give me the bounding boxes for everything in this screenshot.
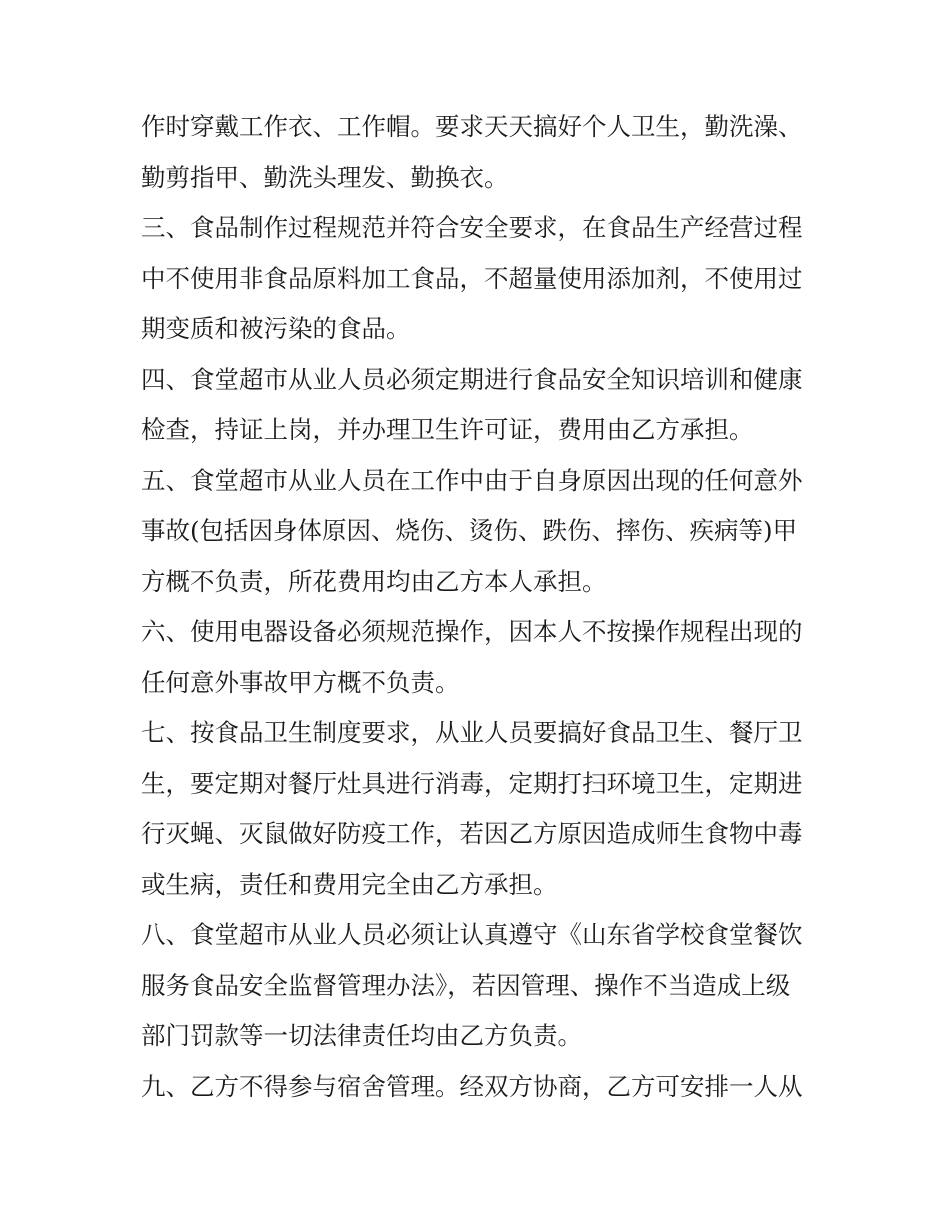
text-line: 期变质和被污染的食品。 [141,314,411,343]
text-line: 四、食堂超市从业人员必须定期进行食品安全知识培训和健康 [141,364,803,394]
text-line: 任何意外事故甲方概不负责。 [141,667,460,697]
text-line: 三、食品制作过程规范并符合安全要求，在食品生产经营过程 [141,213,803,242]
text-line: 部门罚款等一切法律责任均由乙方负责。 [141,1021,582,1050]
document-body [141,102,821,1112]
text-line: 检查，持证上岗，并办理卫生许可证，费用由乙方承担。 [141,415,754,444]
text-line: 作时穿戴工作衣、工作帽。要求天天搞好个人卫生，勤洗澡、 [141,112,803,141]
text-line: 方概不负责，所花费用均由乙方本人承担。 [141,566,607,596]
text-line: 中不使用非食品原料加工食品，不超量使用添加剂，不使用过 [141,263,803,293]
text-line: 或生病，责任和费用完全由乙方承担。 [141,869,558,899]
text-line: 八、食堂超市从业人员必须让认真遵守《山东省学校食堂餐饮 [141,920,803,949]
text-line: 九、乙方不得参与宿舍管理。经双方协商，乙方可安排一人从 [141,1071,803,1101]
text-line: 五、食堂超市从业人员在工作中由于自身原因出现的任何意外 [141,465,803,495]
text-line: 六、使用电器设备必须规范操作，因本人不按操作规程出现的 [141,617,803,646]
text-line: 七、按食品卫生制度要求，从业人员要搞好食品卫生、餐厅卫 [141,718,803,747]
text-line: 行灭蝇、灭鼠做好防疫工作，若因乙方原因造成师生食物中毒 [141,819,803,848]
text-line: 生，要定期对餐厅灶具进行消毒，定期打扫环境卫生，定期进 [141,768,803,798]
text-line: 事故(包括因身体原因、烧伤、烫伤、跌伤、摔伤、疾病等)甲 [141,516,798,545]
text-line: 勤剪指甲、勤洗头理发、勤换衣。 [141,162,509,192]
text-line: 服务食品安全监督管理办法》，若因管理、操作不当造成上级 [141,970,791,1000]
